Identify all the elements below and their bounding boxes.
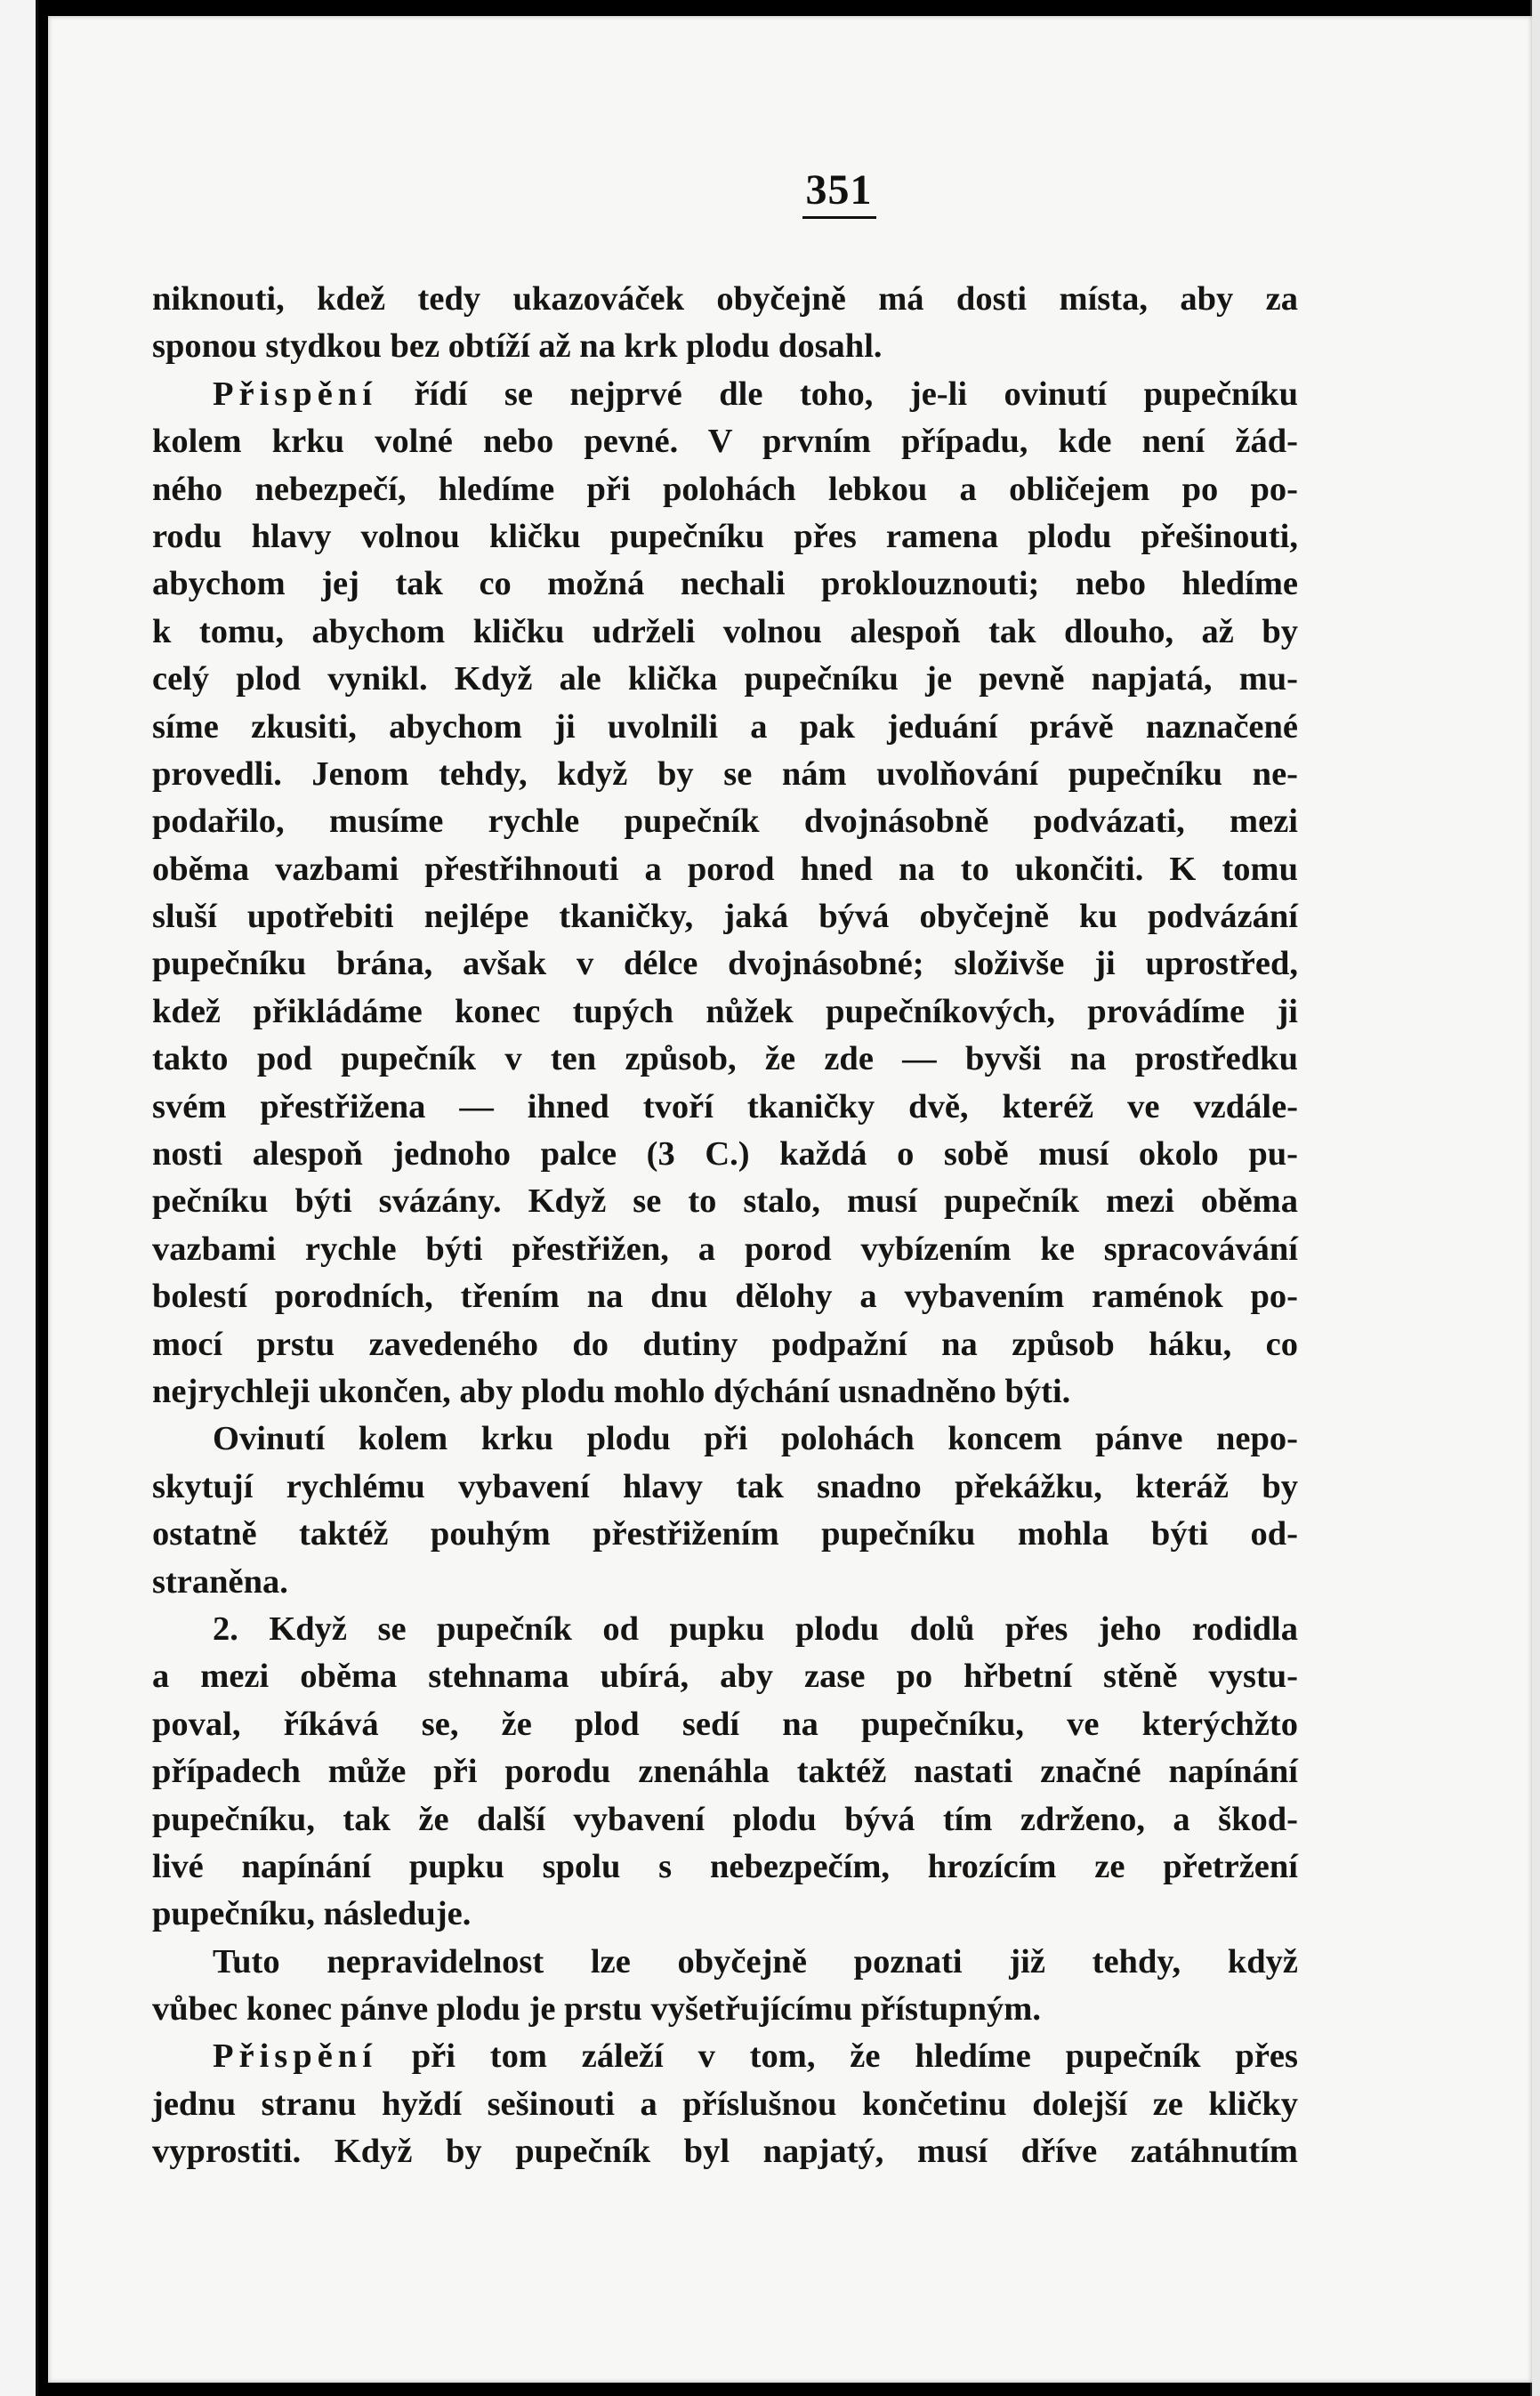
text-line: celý plod vynikl. Když ale klička pupečníku je pevně napjatá, mu- [152,660,1298,698]
line-text: při tom záleží v tom, že hledíme pupečník přes [376,2037,1298,2076]
text-line: oběma vazbami přestřihnouti a porod hned na to ukončiti. K tomu [152,850,1298,888]
text-line: pečníku býti svázány. Když se to stalo, musí pupečník mezi oběma [152,1182,1298,1221]
text-line: nejrychleji ukončen, aby plodu mohlo dýchání usnadněno býti. [152,1372,1071,1410]
spaced-emphasis: Přispění [213,2037,377,2076]
text-line: podařilo, musíme rychle pupečník dvojnásobně podvázati, mezi [152,803,1298,841]
text-line: bolestí porodních, třením na dnu dělohy a vybavením raménok po- [152,1278,1298,1316]
text-line: niknouti, kdež tedy ukazováček obyčejně má dosti místa, aby za [152,280,1298,318]
text-line: takto pod pupečník v ten způsob, že zde — byvši na prostředku [152,1040,1298,1078]
text-line: ného nebezpečí, hledíme při polohách lebkou a obličejem po po- [152,470,1298,508]
text-line: Tuto nepravidelnost lze obyčejně poznati již tehdy, když [213,1942,1298,1981]
text-line [152,371,1298,418]
page-number-label: 351 [802,165,876,219]
text-line [152,2033,1298,2080]
text-line: vyprostiti. Když by pupečník byl napjatý, musí dříve zatáhnutím [152,2133,1298,2171]
text-line: případech může při porodu znenáhla taktéž nastati značné napínání [152,1753,1298,1791]
text-line: provedli. Jenom tehdy, když by se nám uvolňování pupečníku ne- [152,754,1298,793]
text-line: nosti alespoň jednoho palce (3 C.) každá o sobě musí okolo pu- [152,1135,1298,1174]
text-line: vazbami rychle býti přestřižen, a porod vybízením ke spracovávání [152,1230,1298,1268]
line-text: řídí se nejprvé dle toho, je-li ovinutí pupečníku [376,375,1298,413]
text-line: mocí prstu zavedeného do dutiny podpažní na způsob háku, co [152,1325,1298,1363]
text-line: poval, říkává se, že plod sedí na pupečníku, ve kterýchžto [152,1705,1298,1743]
text-line: livé napínání pupku spolu s nebezpečím, hrozícím ze přetržení [152,1847,1298,1885]
text-line: straněna. [152,1562,288,1601]
text-line: pupečníku brána, avšak v délce dvojnásobné; složivše ji uprostřed, [152,945,1298,983]
text-line: k tomu, abychom kličku udrželi volnou alespoň tak dlouho, až by [152,612,1298,650]
adjacent-page-edge [0,0,38,2396]
text-line: sluší upotřebiti nejlépe tkaničky, jaká bývá obyčejně ku podvázání [152,898,1298,936]
book-page [48,16,1532,2383]
text-line: jednu stranu hyždí sešinouti a příslušnou končetinu dolejší ze kličky [152,2085,1298,2123]
text-line: vůbec konec pánve plodu je prstu vyšetřujícímu přístupným. [152,1990,1041,2029]
spaced-emphasis: Přispění [213,375,377,413]
text-line: abychom jej tak co možná nechali proklouznouti; nebo hledíme [152,565,1298,603]
text-line: kolem krku volné nebo pevné. V prvním případu, kde není žád- [152,423,1298,461]
text-line: kdež přikládáme konec tupých nůžek pupečníkových, provádíme ji [152,992,1298,1030]
text-line: sponou stydkou bez obtíží až na krk plodu dosahl. [152,327,883,366]
text-line: skytují rychlému vybavení hlavy tak snadno překážku, kteráž by [152,1467,1298,1505]
text-line: 2. Když se pupečník od pupku plodu dolů přes jeho rodidla [213,1609,1298,1648]
text-line: rodu hlavy volnou kličku pupečníku přes ramena plodu přešinouti, [152,517,1298,555]
text-line: a mezi oběma stehnama ubírá, aby zase po hřbetní stěně vystu- [152,1658,1298,1696]
text-line: síme zkusiti, abychom ji uvolnili a pak jeduání právě naznačené [152,707,1298,746]
text-line: pupečníku, následuje. [152,1895,472,1933]
text-line: ostatně taktéž pouhým přestřižením pupečníku mohla býti od- [152,1515,1298,1553]
text-line: Ovinutí kolem krku plodu při polohách koncem pánve nepo- [213,1420,1298,1458]
page-number [48,165,1532,219]
body-text [152,276,1298,2176]
text-line: pupečníku, tak že další vybavení plodu bývá tím zdrženo, a škod- [152,1800,1298,1838]
text-line: svém přestřižena — ihned tvoří tkaničky dvě, kteréž ve vzdále- [152,1087,1298,1125]
